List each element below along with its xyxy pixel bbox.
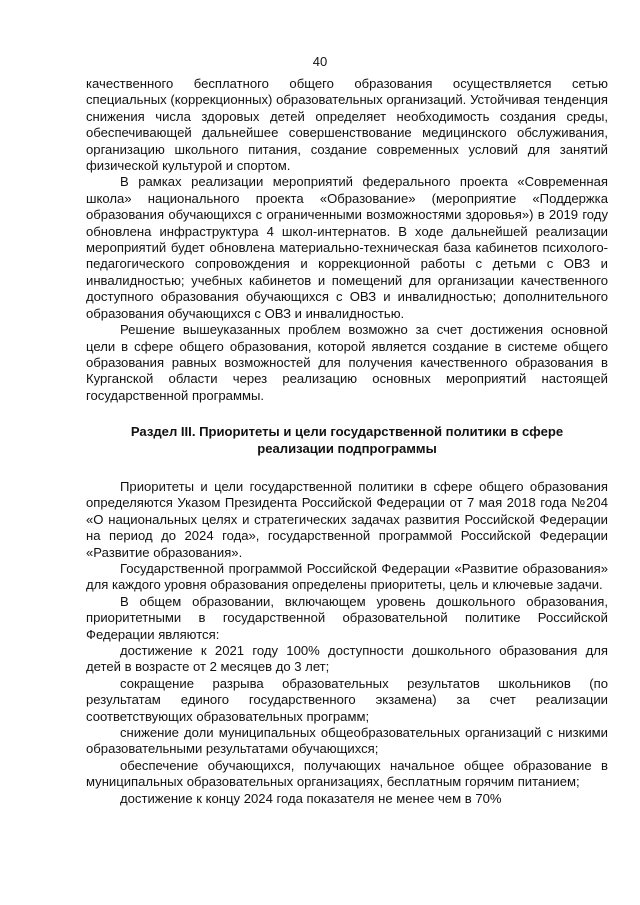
list-item-2: сокращение разрыва образовательных результатов школьников (по результатам единого государственного экзамена) за счет реализации соответствующих образовательных программ;	[86, 675, 608, 724]
list-item-3: снижение доли муниципальных общеобразовательных организаций с низкими образовательными результатами обучающихся;	[86, 725, 608, 757]
paragraph-1: качественного бесплатного общего образования осуществляется сетью специальных (коррекционных) образовательных организаций. Устойчивая тенденция снижения числа здоровых детей определяет необходимость создания среды, обеспечивающей дальнейшее совершенствование медицинского обслуживания, организацию школьного питания, создание современных условий для занятий физической культурой и спортом.	[86, 76, 608, 174]
paragraph-6: В общем образовании, включающем уровень дошкольного образования, приоритетными в государственной образовательной политике Российской Федерации являются:	[86, 593, 608, 642]
list-item-1: достижение к 2021 году 100% доступности дошкольного образования для детей в возрасте от 2 месяцев до 3 лет;	[86, 643, 608, 675]
paragraph-4: Приоритеты и цели государственной политики в сфере общего образования определяются Указом Президента Российской Федерации от 7 мая 2018 года №204 «О национальных целях и стратегических задачах развития Российской Федерации на период до 2024 года», государственной программой Российской Федерации «Развитие образования».	[86, 478, 608, 560]
page-number: 40	[312, 54, 328, 69]
paragraph-5: Государственной программой Российской Федерации «Развитие образования» для каждого уровня образования определены приоритеты, цель и ключевые задачи.	[86, 560, 608, 593]
paragraph-3: Решение вышеуказанных проблем возможно за счет достижения основной цели в сфере общего образования, которой является создание в системе общего образования равных возможностей для получения качественного образования в Курганской области через реализацию основных мероприятий настоящей государственной программы.	[86, 322, 608, 403]
document-body	[86, 76, 608, 807]
section-heading-line-1: Раздел III. Приоритеты и цели государственной политики в сфере	[130, 424, 564, 440]
section-heading	[86, 424, 608, 457]
section-heading-line-2: реализации подпрограммы	[257, 440, 437, 456]
list-item-4: обеспечение обучающихся, получающих начальное общее образование в муниципальных образовательных организациях, бесплатным горячим питанием;	[86, 757, 608, 790]
list-item-5: достижение к концу 2024 года показателя не менее чем в 70%	[120, 790, 502, 806]
paragraph-2: В рамках реализации мероприятий федерального проекта «Современная школа» национального проекта «Образование» (мероприятие «Поддержка образования обучающихся с ограниченными возможностями здоровья») в 2019 году обновлена инфраструктура 4 школ-интернатов. В ходе дальнейшей реализации мероприятий будет обновлена материально-техническая база кабинетов психолого-педагогического сопровождения и коррекционной работы с детьми с ОВЗ и инвалидностью; учебных кабинетов и помещений для организации качественного доступного образования обучающихся с ОВЗ и инвалидностью; дополнительного образования обучающихся с ОВЗ и инвалидностью.	[86, 174, 608, 321]
